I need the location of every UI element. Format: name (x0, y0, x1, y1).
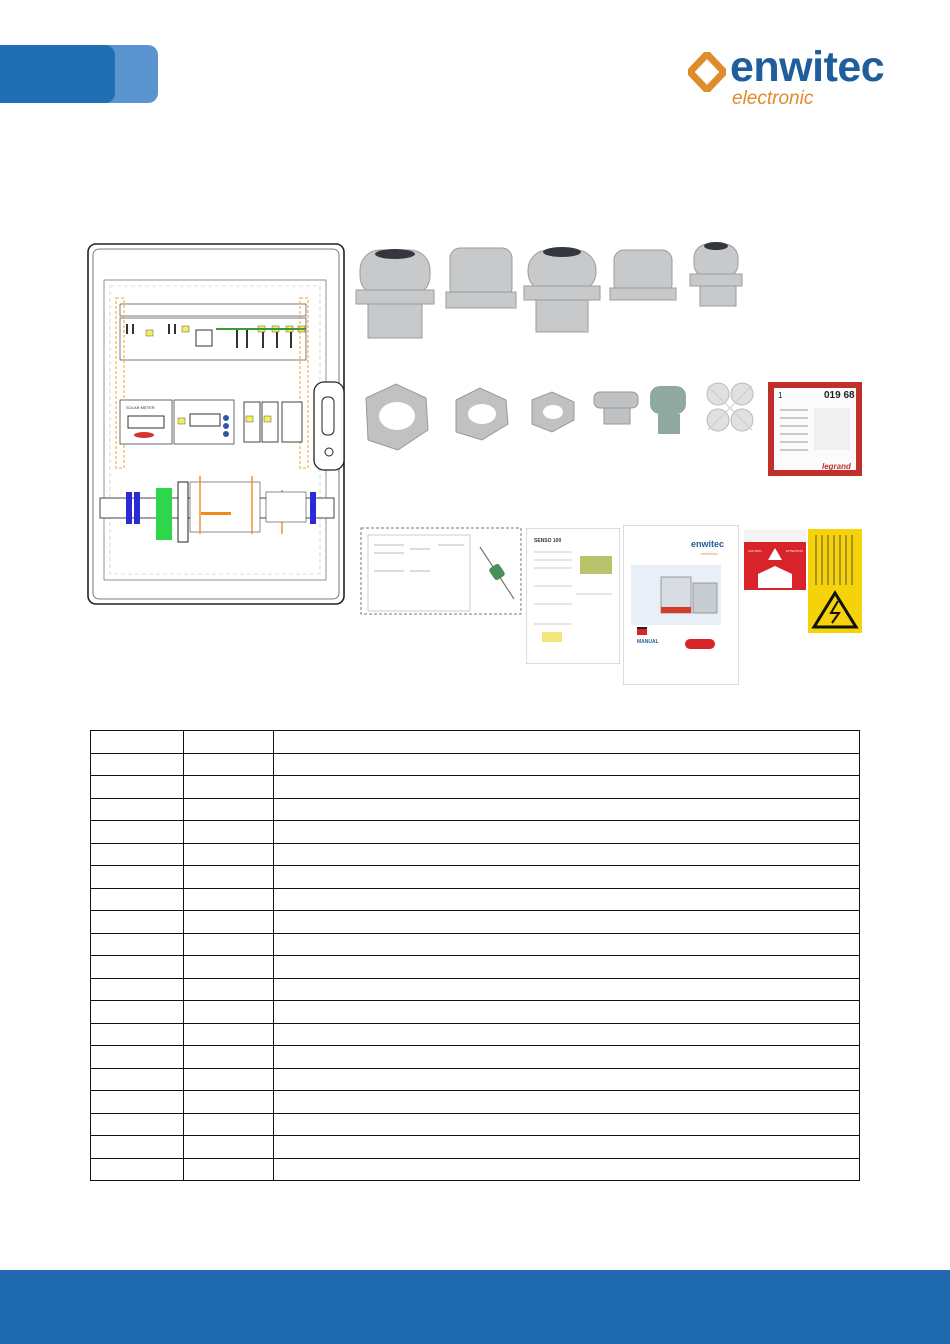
table-row (91, 933, 860, 956)
logo-wordmark: enwitec (730, 43, 885, 91)
legrand-card-photo (768, 382, 862, 476)
table-cell (274, 1158, 860, 1181)
table-cell (91, 1046, 184, 1069)
legrand-number: 1 (778, 391, 783, 400)
manual-sub: electronic (701, 551, 719, 556)
table-row (91, 1113, 860, 1136)
table-cell (91, 821, 184, 844)
table-cell (91, 753, 184, 776)
meter-label: SOLAR METER (126, 405, 155, 410)
table-row (91, 1091, 860, 1114)
table-cell (91, 1068, 184, 1091)
caution-text: CAUTION (748, 549, 762, 553)
datasheet-title: SENSO 100 (534, 538, 562, 544)
table-row (91, 1046, 860, 1069)
table-cell (274, 1023, 860, 1046)
table-cell (91, 866, 184, 889)
table-row (91, 956, 860, 979)
table-cell (274, 776, 860, 799)
table-cell (184, 753, 274, 776)
table-cell (91, 1158, 184, 1181)
table-cell (274, 956, 860, 979)
table-cell (274, 731, 860, 754)
legrand-code: 019 68 (824, 390, 855, 401)
table-cell (184, 798, 274, 821)
table-cell (91, 933, 184, 956)
table-cell (184, 866, 274, 889)
table-row (91, 776, 860, 799)
manual-photo (623, 525, 739, 685)
table-cell (184, 978, 274, 1001)
table-cell (91, 1023, 184, 1046)
footer-bar (0, 1270, 950, 1344)
table-cell (274, 843, 860, 866)
table-cell (274, 866, 860, 889)
table-cell (274, 1091, 860, 1114)
instruction-sheet-photo (360, 527, 522, 615)
table-row (91, 1023, 860, 1046)
table-cell (274, 821, 860, 844)
table-cell (184, 933, 274, 956)
table-row (91, 978, 860, 1001)
table-cell (184, 911, 274, 934)
cable-glands-photo (352, 238, 752, 348)
table-cell (184, 888, 274, 911)
table-cell (274, 798, 860, 821)
logo-diamond-icon (688, 52, 726, 92)
table-cell (91, 776, 184, 799)
table-cell (274, 888, 860, 911)
table-cell (91, 888, 184, 911)
table-cell (274, 1001, 860, 1024)
table-cell (184, 776, 274, 799)
table-cell (91, 956, 184, 979)
table-row (91, 866, 860, 889)
table-cell (184, 1001, 274, 1024)
legrand-brand: legrand (822, 462, 851, 471)
table-row (91, 1001, 860, 1024)
table-cell (91, 1113, 184, 1136)
table-cell (184, 1046, 274, 1069)
manual-brand: enwitec (691, 539, 725, 549)
table-cell (274, 753, 860, 776)
table-cell (274, 1068, 860, 1091)
table-cell (91, 731, 184, 754)
enclosure-drawing (86, 242, 348, 606)
table-row (91, 821, 860, 844)
table-cell (184, 956, 274, 979)
header-tab-dark (0, 45, 115, 103)
logo-tagline: electronic (732, 88, 814, 109)
table-cell (184, 1113, 274, 1136)
table-cell (91, 843, 184, 866)
table-cell (91, 798, 184, 821)
table-cell (91, 1136, 184, 1159)
table-row (91, 888, 860, 911)
warning-sticker-photo (808, 529, 862, 633)
table-cell (184, 843, 274, 866)
table-cell (274, 933, 860, 956)
table-cell (91, 911, 184, 934)
table-row (91, 1158, 860, 1181)
table-cell (184, 731, 274, 754)
table-row (91, 798, 860, 821)
table-cell (184, 1068, 274, 1091)
table-cell (91, 1091, 184, 1114)
manual-title: MANUAL (637, 639, 659, 645)
attention-text: ATTENTION (786, 549, 803, 553)
datasheet-photo (526, 528, 620, 664)
enwitec-logo (688, 44, 918, 114)
parts-table (90, 730, 860, 1181)
table-cell (184, 1136, 274, 1159)
table-row (91, 911, 860, 934)
table-cell (274, 1113, 860, 1136)
table-row (91, 1136, 860, 1159)
table-cell (91, 978, 184, 1001)
table-cell (184, 1158, 274, 1181)
table-cell (274, 978, 860, 1001)
table-cell (274, 1046, 860, 1069)
table-cell (184, 1023, 274, 1046)
table-cell (184, 821, 274, 844)
table-cell (91, 1001, 184, 1024)
table-row (91, 1068, 860, 1091)
table-cell (274, 1136, 860, 1159)
table-row (91, 753, 860, 776)
table-cell (274, 911, 860, 934)
table-cell (184, 1091, 274, 1114)
caution-sticker-photo (744, 530, 806, 590)
table-row (91, 731, 860, 754)
table-row (91, 843, 860, 866)
